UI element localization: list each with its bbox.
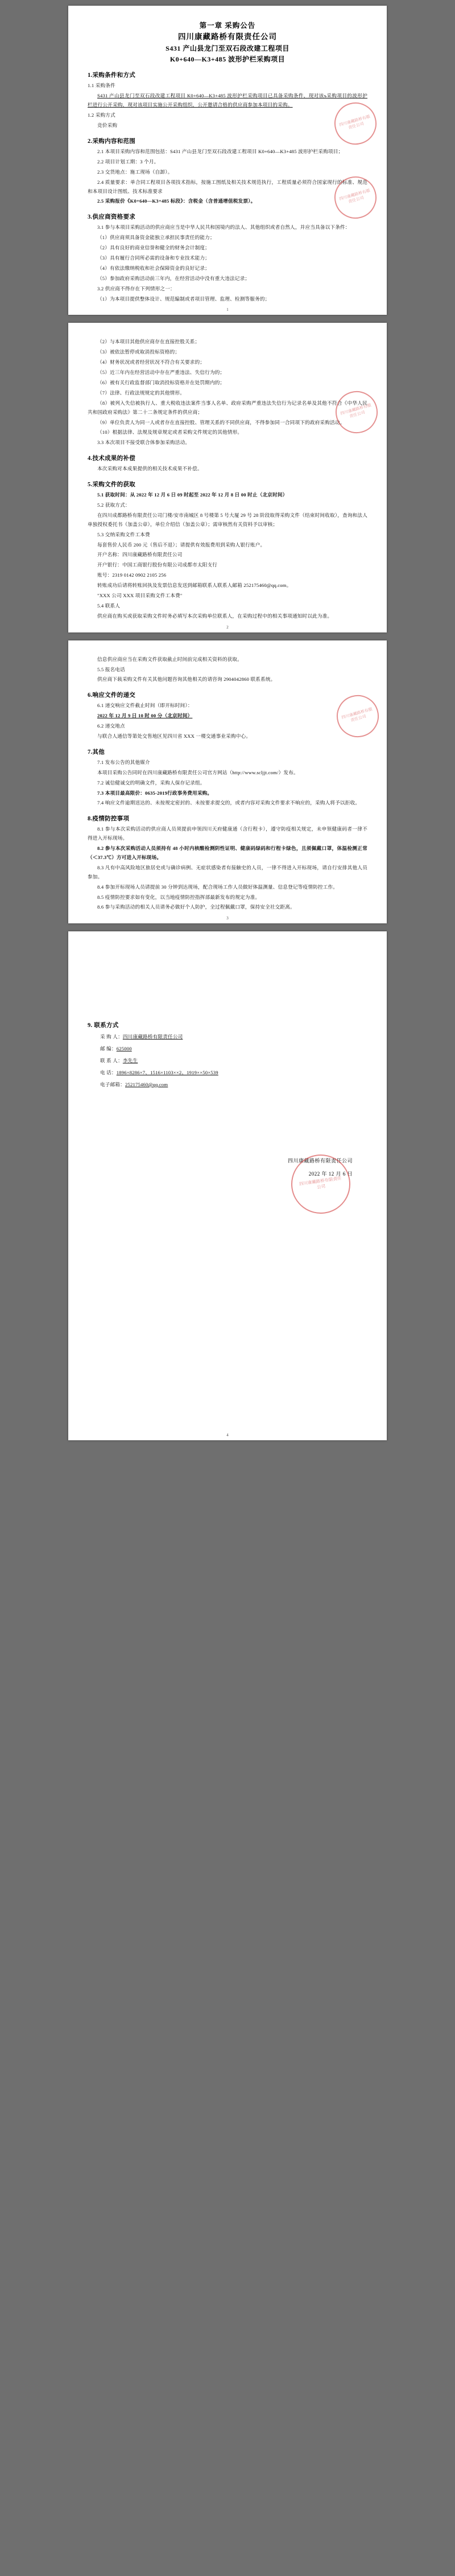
contact-phone-value: 1896×8286×7、1516×1103××2、1919××50×539 <box>116 1070 218 1076</box>
section-5-5-heading: 5.5 报名电话 <box>97 666 125 672</box>
seal-label-2: 四川康藏路桥有限责任公司 <box>338 188 371 204</box>
p2-line-5: （6）被有关行政监督部门取消投标资格并在处罚期内的； <box>97 379 225 385</box>
section-5-3-text: 每套售价人民币 200 元（售后不退）；请提供有效报费用到采购人银行账户。 <box>97 541 266 548</box>
p2-line-4: （5）近三年内在经营活动中存在严重违法、失信行为的； <box>97 369 225 376</box>
signature-date: 2022 年 12 月 6 日 <box>308 1170 353 1177</box>
section-8-4-text: 8.4 参加开标现场人员请提前 30 分钟到达现场，配合现场工作人员做好体温测量、信息登记等疫情防控工作。 <box>97 884 338 890</box>
page-2 <box>68 323 387 632</box>
seal-label-3: 四川康藏路桥有限责任公司 <box>340 403 372 419</box>
section-2-3-text: 2.3 交货地点：施工现场（自卸）。 <box>97 169 173 175</box>
section-3-1-item-3: （3）具有履行合同所必需的设备和专业技术能力； <box>97 254 210 261</box>
section-5-3-heading: 5.3 交纳采购文件工本费 <box>97 531 150 537</box>
section-1-2-text: 竞价采购 <box>97 122 118 129</box>
section-1-2-heading: 1.2 采购方式 <box>88 112 115 118</box>
official-seal-label: 四川康藏路桥有限责任公司 <box>299 1175 342 1190</box>
chapter-title: 第一章 采购公告 <box>199 22 256 30</box>
contact-phone-label: 电 话： <box>100 1070 117 1076</box>
section-3-1-item-1: （1）供应商须具备资金能独立承担民事责任的能力； <box>97 235 215 241</box>
contact-purchaser-label: 采 购 人： <box>100 1034 123 1040</box>
section-2-heading: 2.采购内容和范围 <box>88 138 136 145</box>
section-8-2-text: 8.2 参与本次采购活动人员须持有 48 小时内核酸检测阴性证明、健康码绿码和行程卡绿色，且须佩戴口罩，体温检测正常（＜37.3℃）方可进入开标现场。 <box>88 845 367 861</box>
section-3-1-text: 3.1 参与本项目采购活动的供应商应当是中华人民共和国境内的法人、其他组织或者自然人，并应当具备以下条件： <box>97 224 350 231</box>
section-6-1-text: 2022 年 12 月 9 日 10 时 00 分（北京时间） <box>97 713 193 719</box>
signature-organization: 四川康藏路桥有限责任公司 <box>287 1157 353 1164</box>
contact-person-label: 联 系 人： <box>100 1058 123 1064</box>
section-8-6-text: 8.6 参与采购活动的相关人员请务必做好个人防护，全过程佩戴口罩，保持安全社交距离。 <box>97 904 295 910</box>
p2-line-8: （9）单位负责人为同一人或者存在直接控股、管理关系的不同供应商，不得参加同一合同项下的政府采购活动。 <box>97 419 345 425</box>
section-6-1-heading: 6.1 递交响应文件截止时间（即开标时间）： <box>97 702 193 709</box>
section-3-1-item-2: （2）具有良好的商业信誉和健全的财务会计制度； <box>97 245 210 251</box>
section-4-heading: 4.技术成果的补偿 <box>88 455 136 462</box>
contact-phone-row <box>100 1069 367 1078</box>
section-3-1-item-4: （4）有依法缴纳税收和社会保障资金的良好记录； <box>97 265 210 271</box>
section-7-4-text: 7.4 响应文件逾期送达的、未按规定密封的、未按要求提交的，或者内容对采购文件要求不响应的，采购人将予以拒收。 <box>97 800 361 806</box>
section-6-2-heading: 6.2 递交地点 <box>97 723 125 729</box>
section-4-text: 本次采购对本成果提供的相关技术成果不补偿。 <box>97 466 202 472</box>
section-2-4-text: 2.4 质量要求：单合同工程项目各项技术指标，按施工图纸及相关技术规范执行，工程质量必须符合国家现行的标准、规范和本项目设计图纸、技术标准要求 <box>88 179 367 194</box>
p2-line-1: （2）与本项目其他供应商存在直接控股关系； <box>97 339 200 345</box>
page-number-4: 4 <box>226 1432 229 1437</box>
p3-line-0: 信息供应商应当在采购文件获取截止时间前完成相关资料的获取。 <box>97 656 243 662</box>
section-7-1-heading: 7.1 发布公告的其他媒介 <box>97 759 150 765</box>
transfer-receipt-email: 转账成功后请将转账回执及发票信息发送到邮箱联系人联系人邮箱 252175460@qq.com。 <box>97 582 292 589</box>
section-5-5-text: 供应商下载采购文件有关其他问题咨询其他相关的请咨询 2904042860 联系系统。 <box>97 676 276 683</box>
contact-postcode-label: 邮 编： <box>100 1046 117 1052</box>
section-1-1-text: S431 产山县龙门至双石段改建工程项目 K0+640—K3+485 波形护栏采购项目已具备采购条件，现对该ъ采购项目的波形护栏进行公开采购，现对该项目实施公开采购组织，公开邀请合格的供应商参加本项目的采购。 <box>88 93 367 108</box>
section-6-heading: 6.响应文件的递交 <box>88 692 136 699</box>
organization-name: 四川康藏路桥有限责任公司 <box>178 32 277 42</box>
bank-name: 开户银行：中国工商银行股份有限公司成都市太阳支行 <box>97 562 218 568</box>
signature-area <box>88 1157 367 1242</box>
section-8-5-text: 8.5 疫情防控要求如有变化，以当地疫情防控指挥部最新发布的规定为准。 <box>97 894 260 900</box>
section-5-4-heading: 5.4 联系人 <box>97 602 121 609</box>
p2-line-3: （4）财务状况或者经营状况不符合有关要求的； <box>97 359 205 365</box>
p2-line-9: （10）根据法律、法规及规章规定或者采购文件规定的其他情形。 <box>97 429 243 436</box>
contact-purchaser-row <box>100 1033 367 1042</box>
contact-postcode-row <box>100 1045 367 1054</box>
document-pages <box>0 6 455 1440</box>
section-8-1-text: 8.1 参与本次采购活动的供应商人员须提前申领四川天府健康通（含行程卡），遵守防疫相关规定，未申领健康码者一律不得进入开标现场。 <box>88 826 367 841</box>
page-number-3: 3 <box>226 916 229 921</box>
section-5-2-text: 在四川成都路桥有限责任公司门楼/安市南城区 8 号楼第 5 号大厦 29 号 28 阶段取得采购文件（结束时间收取），查询和法人单独授权委托书（加盖公章），单位介绍信（加盖公章）；需审核然有关资料予以审核； <box>88 512 367 527</box>
section-6-2-text: 与联合人通信等第处交售地区见四川省 XXX 一楼交通事业采购中心。 <box>97 733 251 739</box>
p2-line-6: （7）法律、行政法规规定的其他情形。 <box>97 389 185 396</box>
section-9-heading: 9. 联系方式 <box>88 1022 119 1029</box>
section-3-2-text: 3.2 供应商不得存在下列情形之一： <box>97 285 175 291</box>
section-7-heading: 7.其他 <box>88 749 105 755</box>
contact-person-value: 李先生 <box>122 1058 138 1064</box>
page-number: 1 <box>226 307 229 313</box>
contact-email-value: 252175460@qq.com <box>125 1081 168 1087</box>
contact-email-row <box>100 1080 367 1090</box>
section-5-heading: 5.采购文件的获取 <box>88 482 136 488</box>
top-spacer <box>88 946 367 1014</box>
project-title-line2: K0+640—K3+485 波形护栏采购项目 <box>169 55 286 63</box>
section-3-1-item-5: （5）参加政府采购活动前三年内，在经营活动中没有重大违法记录； <box>97 275 250 281</box>
bottom-spacer <box>88 1242 367 1430</box>
seal-label: 四川康藏路桥有限责任公司 <box>338 114 371 130</box>
contact-list <box>100 1033 367 1089</box>
section-7-3-text: 7.3 本项目最高限价：0635-2019行政事务费用采购。 <box>97 790 213 796</box>
section-5-2-heading: 5.2 获取方式： <box>97 502 130 508</box>
bank-account-number: 账号：2319 0142 0902 2105 256 <box>97 572 167 578</box>
section-7-2-text: 7.2 诚信健诚交的明确文件，采购人保存记录组。 <box>97 779 205 786</box>
section-8-heading: 8.疫情防控事项 <box>88 816 130 823</box>
p2-line-7: （8）被列入失信被执行人、重大税收违法案件当事人名单、政府采购严重违法失信行为记录名单及其他不符合《中华人民共和国政府采购法》第二十二条规定条件的供应商； <box>88 400 367 415</box>
section-1-1-heading: 1.1 采购条件 <box>88 83 115 89</box>
p2-line-2: （3）被依法暂停或取消投标资格的； <box>97 349 180 355</box>
project-title-line1: S431 产山县龙门至双石段改建工程项目 <box>166 44 289 53</box>
contact-person-row <box>100 1057 367 1066</box>
section-7-1-text: 本项目采购公告同时在四川康藏路桥有限责任公司官方网站（http://www.scljjt.com/）发布。 <box>97 769 299 775</box>
section-2-5-text: 2.5 采购报价《K0+640—K3+485 标段》：含税金（含普通增值税发票）。 <box>97 198 256 204</box>
bank-account-name: 开户名称：四川康藏路桥有限责任公司 <box>97 552 183 558</box>
section-5-1-text: 5.1 获取时间：从 2022 年 12 月 6 日 09 时起至 2022 年 12 月 8 日 00 时止（北京时间） <box>97 492 288 498</box>
document-title-block <box>88 20 367 64</box>
section-2-2-text: 2.2 项目计划工期：3 个月。 <box>97 158 159 165</box>
seal-label-4: 四川康藏路桥有限责任公司 <box>341 706 373 723</box>
section-3-3-text: 3.3 本次项目不接受联合体参加采购活动。 <box>97 439 191 446</box>
contact-purchaser-value: 四川康藏路桥有限责任公司 <box>122 1034 183 1040</box>
contact-postcode-value: 625000 <box>116 1046 132 1052</box>
contact-email-label: 电子邮箱： <box>100 1081 125 1087</box>
section-3-heading: 3.供应商资格要求 <box>88 214 136 221</box>
transfer-remark-format: "XXX 公司 XXX 项目采购文件工本费" <box>97 593 183 598</box>
page-number-2: 2 <box>226 625 229 630</box>
section-1-heading: 1.采购条件和方式 <box>88 72 136 79</box>
page-4 <box>68 931 387 1440</box>
section-3-2-item-1: （1）为本项目提供整体设计、规范编制或者项目管理、监理、检测等服务的； <box>97 295 270 302</box>
page-1 <box>68 6 387 315</box>
page-3 <box>68 640 387 924</box>
section-8-3-text: 8.3 凡有中高风险地区旅居史或与确诊病例、无症状感染者有接触史的人员，一律不得进入开标现场，请自行安排其他人员参加。 <box>88 864 367 880</box>
section-2-1-text: 2.1 本项目采购内容和范围包括：S431 产山县龙门至双石段改建工程项目 K0+640—K3+485 波形护栏采购项目； <box>97 148 344 154</box>
section-5-4-text: 供应商在购买或获取采购文件时务必填写本次采购单位联系人，在采购过程中的相关事项通知时以此为准。 <box>97 613 333 619</box>
